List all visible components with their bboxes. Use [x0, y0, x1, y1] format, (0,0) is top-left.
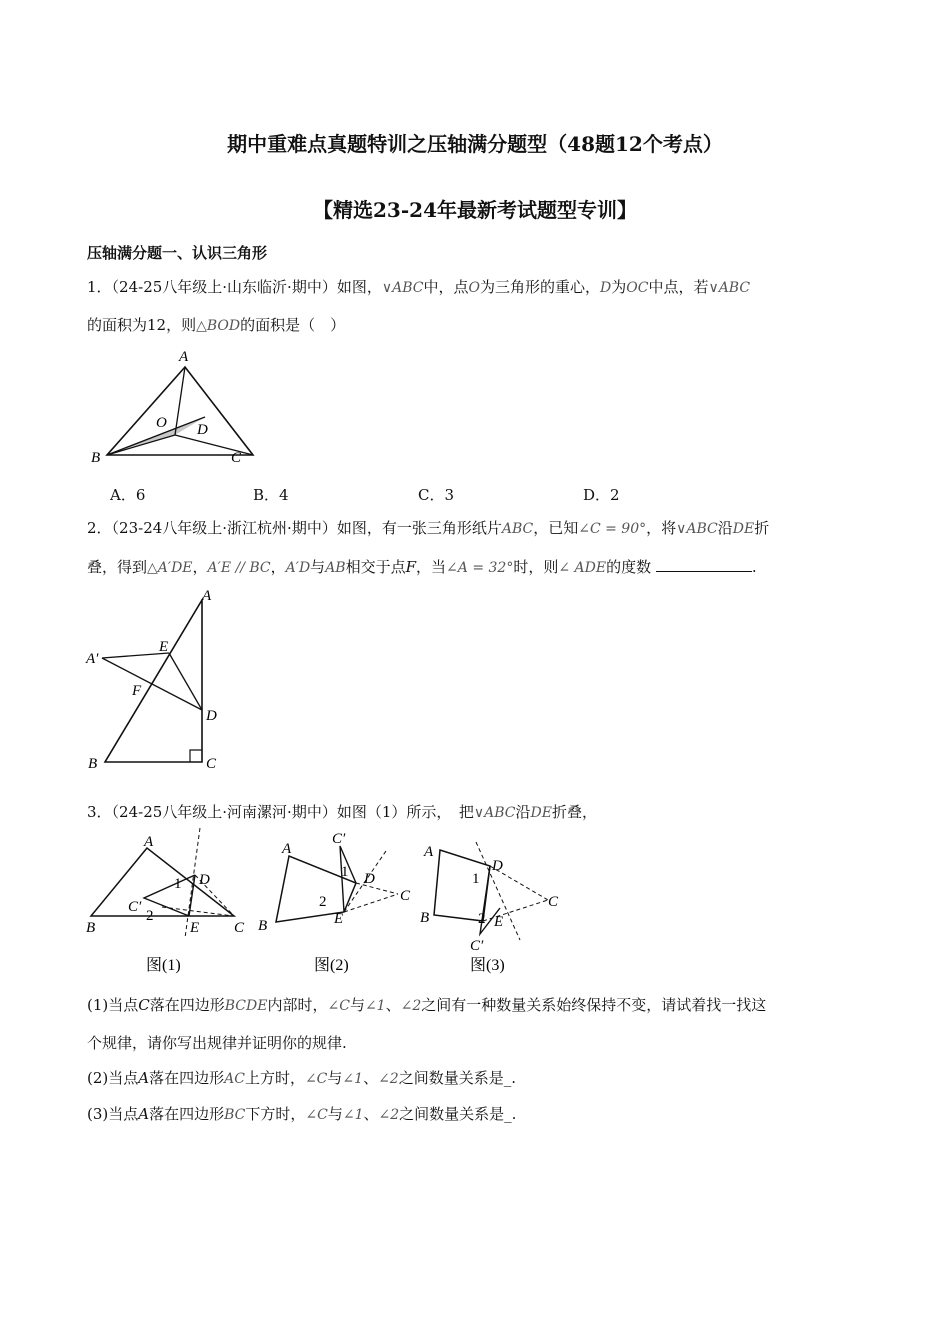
- q3-text: 与: [349, 996, 365, 1014]
- q3-math: ∠1: [342, 1107, 364, 1123]
- q1-text: 为三角形的重心，: [479, 278, 600, 296]
- q3-math: BC: [224, 1107, 246, 1123]
- q1-math: D: [599, 280, 612, 296]
- q1-math: △BOD: [196, 318, 241, 334]
- q3-fig2-label-c-prime: C′: [332, 831, 346, 847]
- q1-number: 1．: [87, 278, 112, 296]
- q2-text: 相交于点: [345, 558, 406, 576]
- q3-fig2-caption: 图(2): [314, 957, 349, 974]
- q3-point: A: [138, 1105, 150, 1123]
- q2-source: （23-24八年级上·浙江杭州·期中）: [111, 519, 337, 537]
- q3-fig2-label-e: E: [334, 911, 344, 927]
- q3-fig3-label-d: D: [492, 858, 503, 874]
- q3-source: （24-25八年级上·河南漯河·期中）: [111, 803, 337, 821]
- q3-fig1-label-b: B: [86, 920, 96, 936]
- q1-triangle-abc: [107, 367, 253, 455]
- q1-text: 如图，: [336, 278, 382, 296]
- q1-line-1: [87, 276, 750, 297]
- q2-text: 沿: [717, 519, 733, 537]
- q3-text: 沿: [515, 803, 531, 821]
- q3-fig1-label-e: E: [190, 920, 200, 936]
- q1-segment-oc: [175, 435, 253, 455]
- q1-text: 的面积是（ ）: [240, 316, 346, 334]
- q3-text: 、: [363, 1105, 379, 1123]
- q3-text: 之间数量关系是_.: [399, 1105, 517, 1123]
- q3-fig1-label-c: C: [234, 920, 245, 936]
- q3-fig3-label-a: A: [424, 844, 434, 860]
- q3-fig1-label-1: 1: [174, 876, 182, 892]
- q2-label-d: D: [206, 708, 217, 724]
- q3-text: 如图（1）所示， 把: [336, 803, 474, 821]
- q3-text: 之间数量关系是_.: [398, 1069, 516, 1087]
- q3-fig2-label-c: C: [400, 888, 411, 904]
- q2-label-c: C: [206, 756, 217, 772]
- q3-math: ∠C: [304, 1071, 328, 1087]
- q1-source: （24-25八年级上·山东临沂·期中）: [111, 278, 337, 296]
- q2-math: ∠C = 90°: [578, 521, 647, 537]
- q3-fig2-label-1: 1: [341, 864, 349, 880]
- q3-text: 内部时，: [267, 996, 328, 1014]
- q1-label-c: C: [231, 450, 242, 466]
- q3-point: C: [138, 996, 150, 1014]
- q3-math: ∠2: [400, 998, 422, 1014]
- q2-math: A′D: [285, 560, 311, 576]
- q2-line-1: [87, 517, 769, 538]
- q2-math: AB: [325, 560, 346, 576]
- q3-math: ∠2: [378, 1071, 399, 1087]
- page-title: 期中重难点真题特训之压轴满分题型（48题12个考点）: [227, 132, 723, 156]
- q2-line-2: [87, 556, 757, 577]
- q2-label-b: B: [88, 756, 98, 772]
- q3-line-1: [87, 801, 597, 822]
- q3-fig3-label-1: 1: [472, 871, 480, 887]
- q2-math: △A′DE: [147, 560, 193, 576]
- q1-text: 中点，若: [648, 278, 709, 296]
- q3-text: 与: [327, 1069, 343, 1087]
- q2-text: ，将: [646, 519, 677, 537]
- q3-point: A: [138, 1069, 150, 1087]
- q3-fig2-label-b: B: [258, 918, 268, 934]
- q2-label-e: E: [159, 639, 169, 655]
- q1-line-2: [87, 314, 345, 335]
- q2-math: ABC: [501, 521, 534, 537]
- q3-text: 上方时，: [244, 1069, 305, 1087]
- q2-text: .: [751, 558, 757, 576]
- q2-text: 的度数: [606, 558, 652, 576]
- q2-text: ，当: [416, 558, 447, 576]
- q3-fig3-label-c: C: [548, 894, 559, 910]
- q3-fig2-label-2: 2: [319, 894, 327, 910]
- q1-figure: [85, 345, 260, 470]
- q3-figure-2: [256, 826, 426, 980]
- q3-math: ∠C: [305, 1107, 328, 1123]
- q3-math: DE: [530, 805, 552, 821]
- q1-label-o: O: [156, 415, 167, 431]
- q1-option-c[interactable]: C．3: [418, 486, 455, 504]
- q3-fig1-caption: 图(1): [146, 957, 181, 974]
- q1-math: ∨ABC: [708, 280, 751, 296]
- page-subtitle: 【精选23-24年最新考试题型专训】: [313, 198, 637, 222]
- q2-math: DE: [732, 521, 755, 537]
- q3-math: ∠2: [378, 1107, 400, 1123]
- section-heading: 压轴满分题一、认识三角形: [87, 244, 268, 262]
- q3-fig1-label-c-prime: C′: [128, 899, 142, 915]
- q3-text: (3)当点: [87, 1105, 139, 1123]
- q3-figure-1: [82, 828, 262, 980]
- q3-part2: [87, 1067, 516, 1088]
- q3-fig3-label-c-prime: C′: [470, 938, 484, 954]
- q2-text: 与: [310, 558, 326, 576]
- q1-label-a: A: [179, 349, 189, 365]
- q3-math: ∨ABC: [473, 805, 516, 821]
- q2-text: 折: [754, 519, 770, 537]
- q3-text: 落在四边形: [149, 1069, 225, 1087]
- q1-option-d[interactable]: D．2: [583, 486, 620, 504]
- q3-fig3-label-b: B: [420, 910, 430, 926]
- q3-math: ∠1: [342, 1071, 364, 1087]
- q2-triangle-abc: [105, 600, 202, 762]
- q2-math: ∠A = 32°: [446, 560, 514, 576]
- q2-text: 叠，得到: [87, 558, 148, 576]
- q2-text: ，: [192, 558, 208, 576]
- q2-number: 2．: [87, 519, 112, 537]
- q1-text: 中，点: [423, 278, 469, 296]
- q3-math: AC: [224, 1071, 245, 1087]
- q2-label-a-prime: A′: [86, 651, 99, 667]
- q1-option-b[interactable]: B．4: [253, 486, 289, 504]
- q2-right-angle-mark: [190, 750, 202, 762]
- q3-text: 、: [363, 1069, 379, 1087]
- q3-text: (2)当点: [87, 1069, 139, 1087]
- q3-fig1-label-a: A: [144, 834, 154, 850]
- q2-text: ，: [270, 558, 286, 576]
- q1-text: 的面积为12，则: [87, 316, 197, 334]
- q3-fig2-label-d: D: [364, 871, 375, 887]
- q1-text: 为: [611, 278, 627, 296]
- q1-segment-bo: [107, 435, 175, 455]
- q3-part3: [87, 1103, 516, 1124]
- q3-part1-line-1: [87, 994, 766, 1015]
- q3-fig2-label-a: A: [282, 841, 292, 857]
- q3-text: 、: [385, 996, 401, 1014]
- q3-part1-line-2: 个规律，请你写出规律并证明你的规律.: [87, 1034, 347, 1052]
- q2-text: 时，则: [513, 558, 559, 576]
- q3-fig3-label-e: E: [494, 914, 504, 930]
- q3-text: 落在四边形: [149, 1105, 225, 1123]
- q3-number: 3．: [87, 803, 112, 821]
- q1-math: ∨ABC: [381, 280, 424, 296]
- q1-label-b: B: [91, 450, 101, 466]
- q3-fig2-dash-dc: [356, 883, 398, 894]
- q3-fig1-label-d: D: [199, 872, 210, 888]
- q3-fig1-label-2: 2: [146, 908, 154, 924]
- q3-text: 下方时，: [245, 1105, 306, 1123]
- q3-text: 之间有一种数量关系始终保持不变，请试着找一找这: [421, 996, 767, 1014]
- q1-option-a[interactable]: A．6: [110, 486, 146, 504]
- q3-math: BCDE: [224, 998, 268, 1014]
- q2-math: ∠ ADE: [558, 560, 607, 576]
- q3-math: ∠1: [364, 998, 386, 1014]
- q1-label-d: D: [197, 422, 208, 438]
- q2-label-a: A: [202, 588, 212, 604]
- q3-math: ∠C: [327, 998, 350, 1014]
- q3-figure-3: [418, 830, 578, 980]
- q2-label-f: F: [132, 683, 142, 699]
- q1-math: OC: [626, 280, 649, 296]
- q2-answer-blank[interactable]: [656, 557, 752, 572]
- q2-math: A′E // BC: [207, 560, 271, 576]
- q1-math: O: [468, 280, 480, 296]
- q2-math: ∨ABC: [676, 521, 718, 537]
- q2-text: 如图，有一张三角形纸片: [336, 519, 502, 537]
- q2-figure: [82, 585, 232, 775]
- q3-text: (1)当点: [87, 996, 139, 1014]
- q3-fig2-dash-ec: [344, 894, 398, 912]
- q3-text: 落在四边形: [149, 996, 225, 1014]
- q3-fig3-label-2: 2: [478, 911, 486, 927]
- q3-fig3-caption: 图(3): [470, 957, 505, 974]
- q2-text: ，已知: [533, 519, 579, 537]
- q3-text: 与: [327, 1105, 343, 1123]
- q3-text: 折叠，: [551, 803, 597, 821]
- q2-point-f: F: [405, 558, 417, 576]
